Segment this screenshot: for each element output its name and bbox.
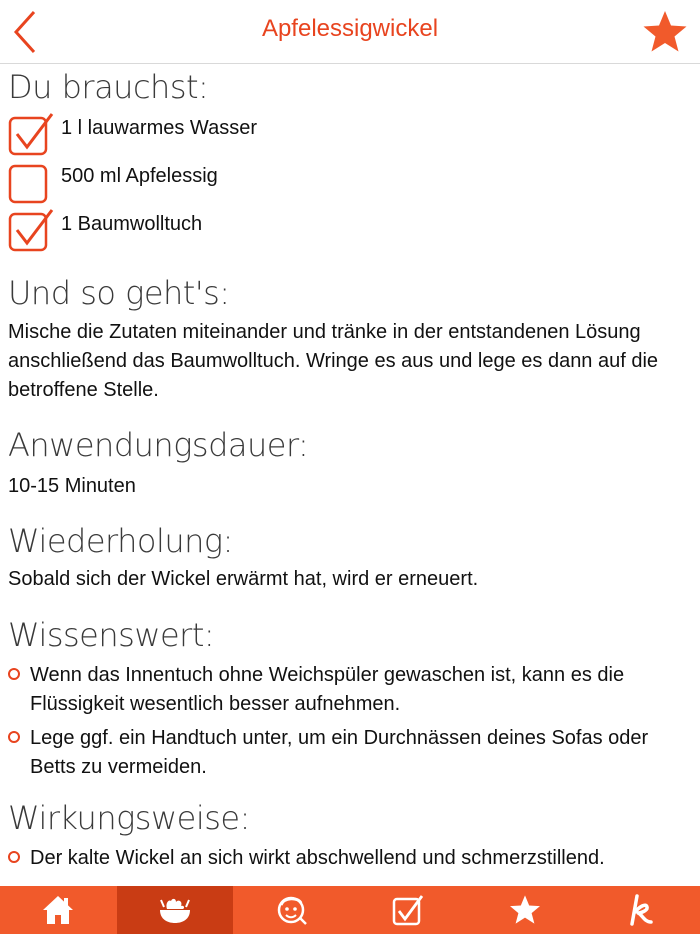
- tab-children[interactable]: [233, 886, 350, 934]
- checkbox-checked-icon: [8, 112, 54, 158]
- star-icon: [642, 9, 688, 55]
- checkbox-checked-icon: [8, 208, 54, 254]
- home-icon: [42, 895, 74, 925]
- recipe-content[interactable]: [0, 64, 700, 886]
- ingredient-row[interactable]: [8, 112, 688, 158]
- bullet-icon: [8, 851, 20, 863]
- star-icon: [509, 894, 541, 926]
- bullet-icon: [8, 731, 20, 743]
- fact-text: Wenn das Innentuch ohne Weichspüler gewaschen ist, kann es die Flüssigkeit wesentlich besser aufnehmen.: [30, 664, 625, 715]
- duration-text: 10-15 Minuten: [8, 475, 136, 497]
- fact-text: Lege ggf. ein Handtuch unter, um ein Durchnässen deines Sofas oder Betts zu vermeiden.: [30, 727, 649, 778]
- ingredient-label: 1 l lauwarmes Wasser: [61, 117, 257, 139]
- ingredient-label: 500 ml Apfelessig: [61, 165, 218, 187]
- ingredient-row[interactable]: [8, 208, 688, 254]
- ingredients-heading: Du brauchst:: [8, 68, 209, 106]
- bowl-icon: [158, 895, 192, 925]
- effect-text: Der kalte Wickel an sich wirkt abschwellend und schmerzstillend.: [30, 847, 605, 869]
- ingredient-checkbox[interactable]: [8, 208, 54, 254]
- instructions-text: Mische die Zutaten miteinander und tränke in der entstandenen Lösung anschließend das Baumwolltuch. Wringe es aus und lege es dann auf die betroffene Stelle.: [8, 321, 659, 401]
- repeat-text: Sobald sich der Wickel erwärmt hat, wird er erneuert.: [8, 568, 479, 590]
- duration-heading: Anwendungsdauer:: [8, 426, 309, 464]
- tab-checklist[interactable]: [350, 886, 467, 934]
- ingredient-label: 1 Baumwolltuch: [61, 213, 203, 235]
- favorite-button[interactable]: [642, 9, 688, 55]
- effect-heading: Wirkungsweise:: [8, 799, 250, 837]
- face-icon: [276, 894, 308, 926]
- page-title: Apfelessigwickel: [261, 15, 439, 42]
- repeat-heading: Wiederholung:: [8, 522, 233, 560]
- facts-heading: Wissenswert:: [8, 616, 215, 654]
- tab-recipes[interactable]: [117, 886, 234, 934]
- tab-favorites[interactable]: [467, 886, 584, 934]
- k-logo-icon: [627, 894, 657, 926]
- checklist-icon: [392, 894, 424, 926]
- navigation-bar: [0, 0, 700, 64]
- checkbox-unchecked-icon: [8, 160, 54, 206]
- tab-home[interactable]: [0, 886, 117, 934]
- bullet-icon: [8, 668, 20, 680]
- ingredient-row[interactable]: [8, 160, 688, 206]
- tab-brand[interactable]: [583, 886, 700, 934]
- ingredient-checkbox[interactable]: [8, 160, 54, 206]
- tab-bar: [0, 886, 700, 934]
- instructions-heading: Und so geht's:: [8, 274, 230, 312]
- ingredient-checkbox[interactable]: [8, 112, 54, 158]
